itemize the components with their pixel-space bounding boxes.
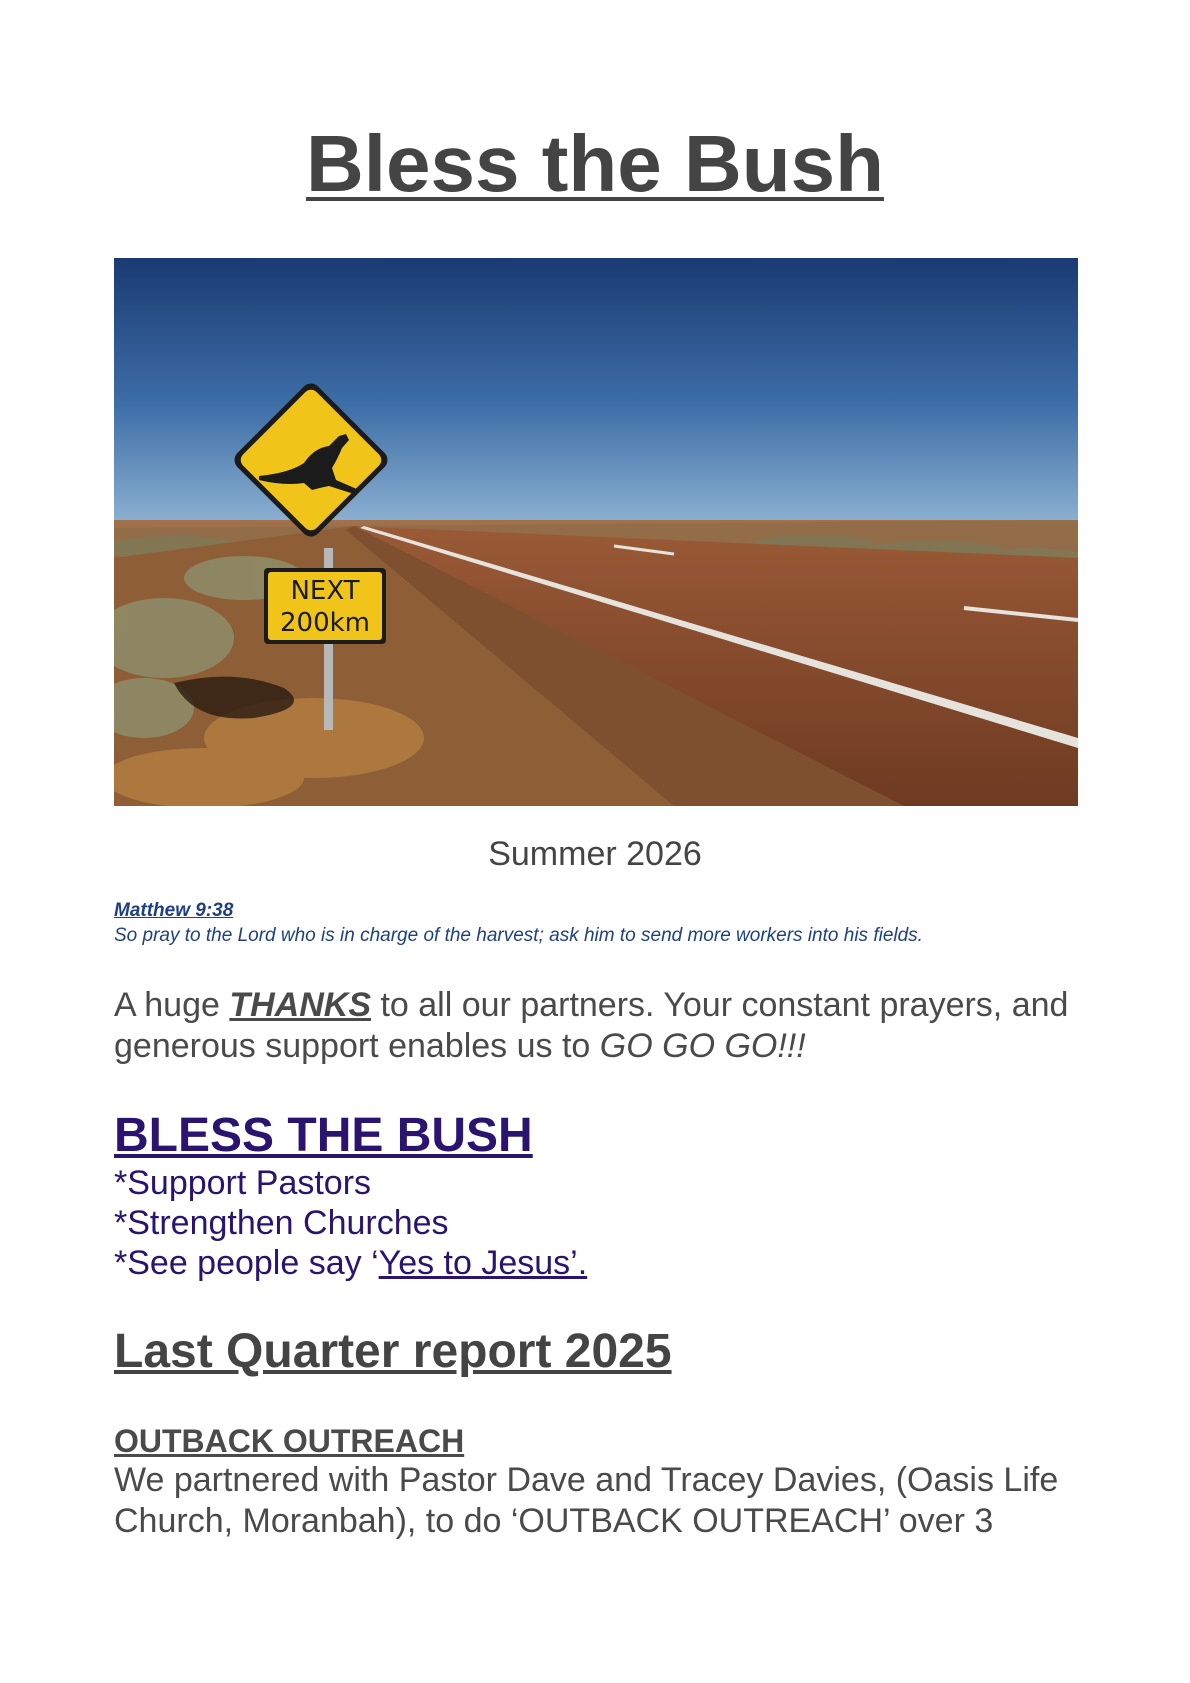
- scripture-block: [114, 898, 1094, 948]
- sign-line-2: 200km: [279, 608, 371, 638]
- bless-section-heading: BLESS THE BUSH: [114, 1109, 533, 1162]
- page-title: Bless the Bush: [306, 119, 884, 208]
- next-distance-sign: [264, 568, 386, 644]
- outback-outreach-heading: OUTBACK OUTREACH: [114, 1423, 465, 1459]
- sign-line-1: NEXT: [290, 576, 360, 606]
- list-item: *Support Pastors: [114, 1164, 372, 1202]
- report-paragraph: We partnered with Pastor Dave and Tracey Davies, (Oasis Life Church, Moranbah), to do ‘OUTBACK OUTREACH’ over 3: [114, 1461, 1059, 1540]
- thanks-paragraph: [114, 985, 1104, 1067]
- thanks-emphasis: THANKS: [229, 986, 372, 1024]
- hero-image: [114, 258, 1078, 806]
- list-item: *Strengthen Churches: [114, 1204, 449, 1242]
- scripture-text: So pray to the Lord who is in charge of the harvest; ask him to send more workers into his fields.: [114, 925, 923, 946]
- go-text: GO GO GO!!!: [599, 1027, 806, 1065]
- thanks-before: A huge: [114, 986, 230, 1024]
- list-item: [114, 1243, 587, 1283]
- scripture-reference[interactable]: Matthew 9:38: [114, 900, 234, 921]
- thanks-after: to all our partners. Your constant prayers, and generous support enables us to: [114, 986, 1069, 1065]
- yes-to-jesus-link[interactable]: Yes to Jesus’.: [378, 1244, 588, 1282]
- season-label: Summer 2026: [488, 835, 702, 873]
- list-item-prefix: *See people say ‘: [114, 1244, 379, 1282]
- outback-road-photo: [114, 258, 1078, 806]
- bless-list: [114, 1163, 587, 1283]
- report-heading: Last Quarter report 2025: [114, 1325, 672, 1378]
